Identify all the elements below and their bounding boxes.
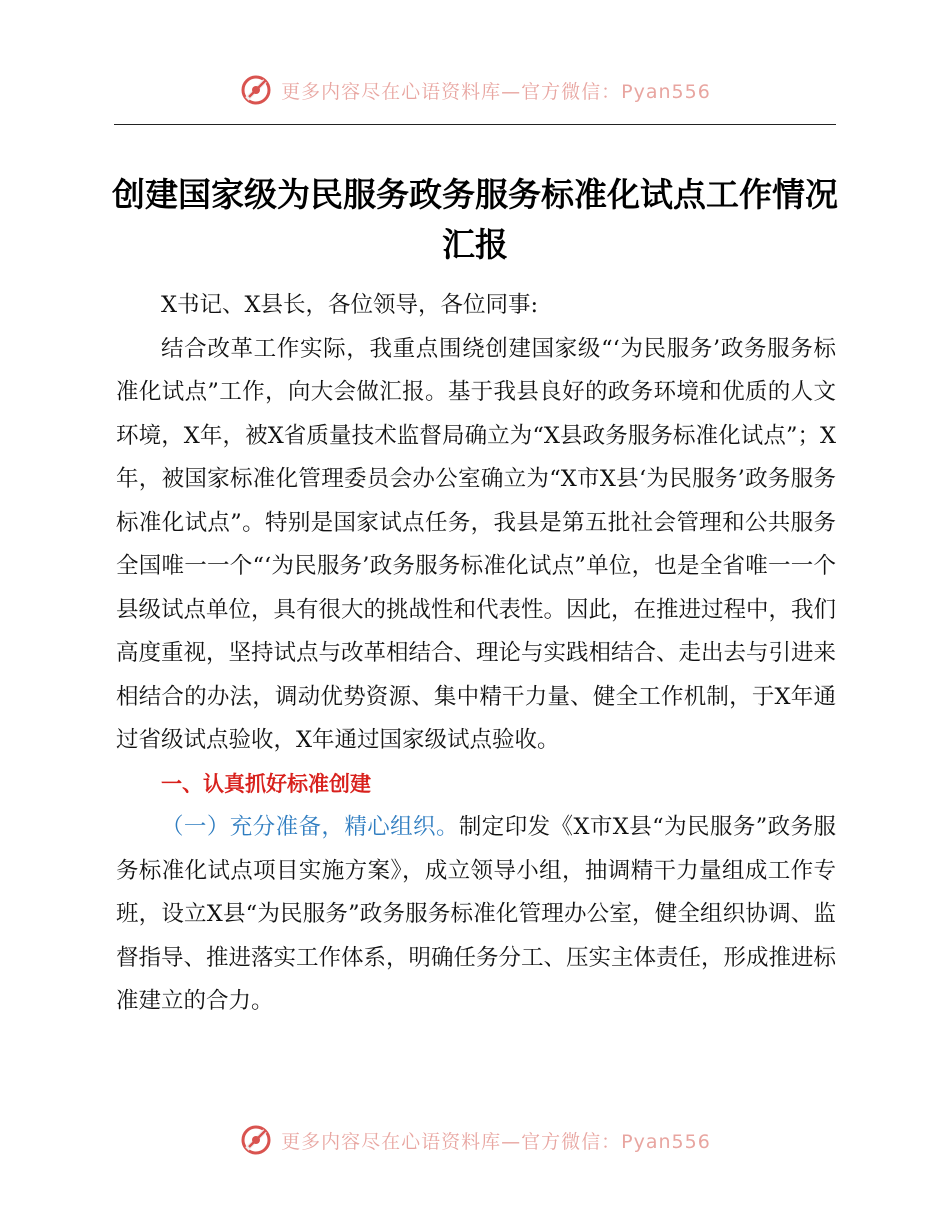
header-rule bbox=[114, 124, 836, 125]
watermark-text: 更多内容尽在心语资料库—官方微信：Pyan556 bbox=[281, 80, 711, 103]
salutation: X书记、X县长，各位领导，各位同事: bbox=[161, 292, 539, 318]
section-heading-1-text: 一、认真抓好标准创建 bbox=[161, 771, 371, 796]
header-watermark bbox=[0, 70, 950, 110]
logo-icon bbox=[239, 1123, 273, 1157]
document-body bbox=[116, 284, 836, 1024]
subsection-heading-1: （一）充分准备，精心组织。 bbox=[161, 814, 459, 840]
subsection-body-1: 制定印发《X市X县“为民服务”政务服务标准化试点项目实施方案》，成立领导小组，抽调精干力量组成工作专班，设立X县“为民服务”政务服务标准化管理办公室，健全组织协调、监督指导、推进落实工作体系，明确任务分工、压实主体责任，形成推进标准建立的合力。 bbox=[116, 814, 837, 1014]
intro-paragraph: 结合改革工作实际，我重点围绕创建国家级“‘为民服务’政务服务标准化试点”工作，向大会做汇报。基于我县良好的政务环境和优质的人文环境，X年，被X省质量技术监督局确立为“X县政务服务标准化试点”；X年，被国家标准化管理委员会办公室确立为“X市X县‘为民服务’政务服务标准化试点”。特别是国家试点任务，我县是第五批社会管理和公共服务全国唯一一个“‘为民服务’政务服务标准化试点”单位，也是全省唯一一个县级试点单位，具有很大的挑战性和代表性。因此，在推进过程中，我们高度重视，坚持试点与改革相结合、理论与实践相结合、走出去与引进来相结合的办法，调动优势资源、集中精干力量、健全工作机制，于X年通过省级试点验收，X年通过国家级试点验收。 bbox=[116, 335, 837, 753]
watermark-text: 更多内容尽在心语资料库—官方微信：Pyan556 bbox=[281, 1130, 711, 1153]
subsection-paragraph-1 bbox=[116, 806, 836, 1024]
document-title: 创建国家级为民服务政务服务标准化试点工作情况汇报 bbox=[112, 175, 838, 264]
footer-watermark bbox=[0, 1120, 950, 1160]
section-heading-1 bbox=[116, 763, 836, 807]
logo-icon bbox=[239, 73, 273, 107]
